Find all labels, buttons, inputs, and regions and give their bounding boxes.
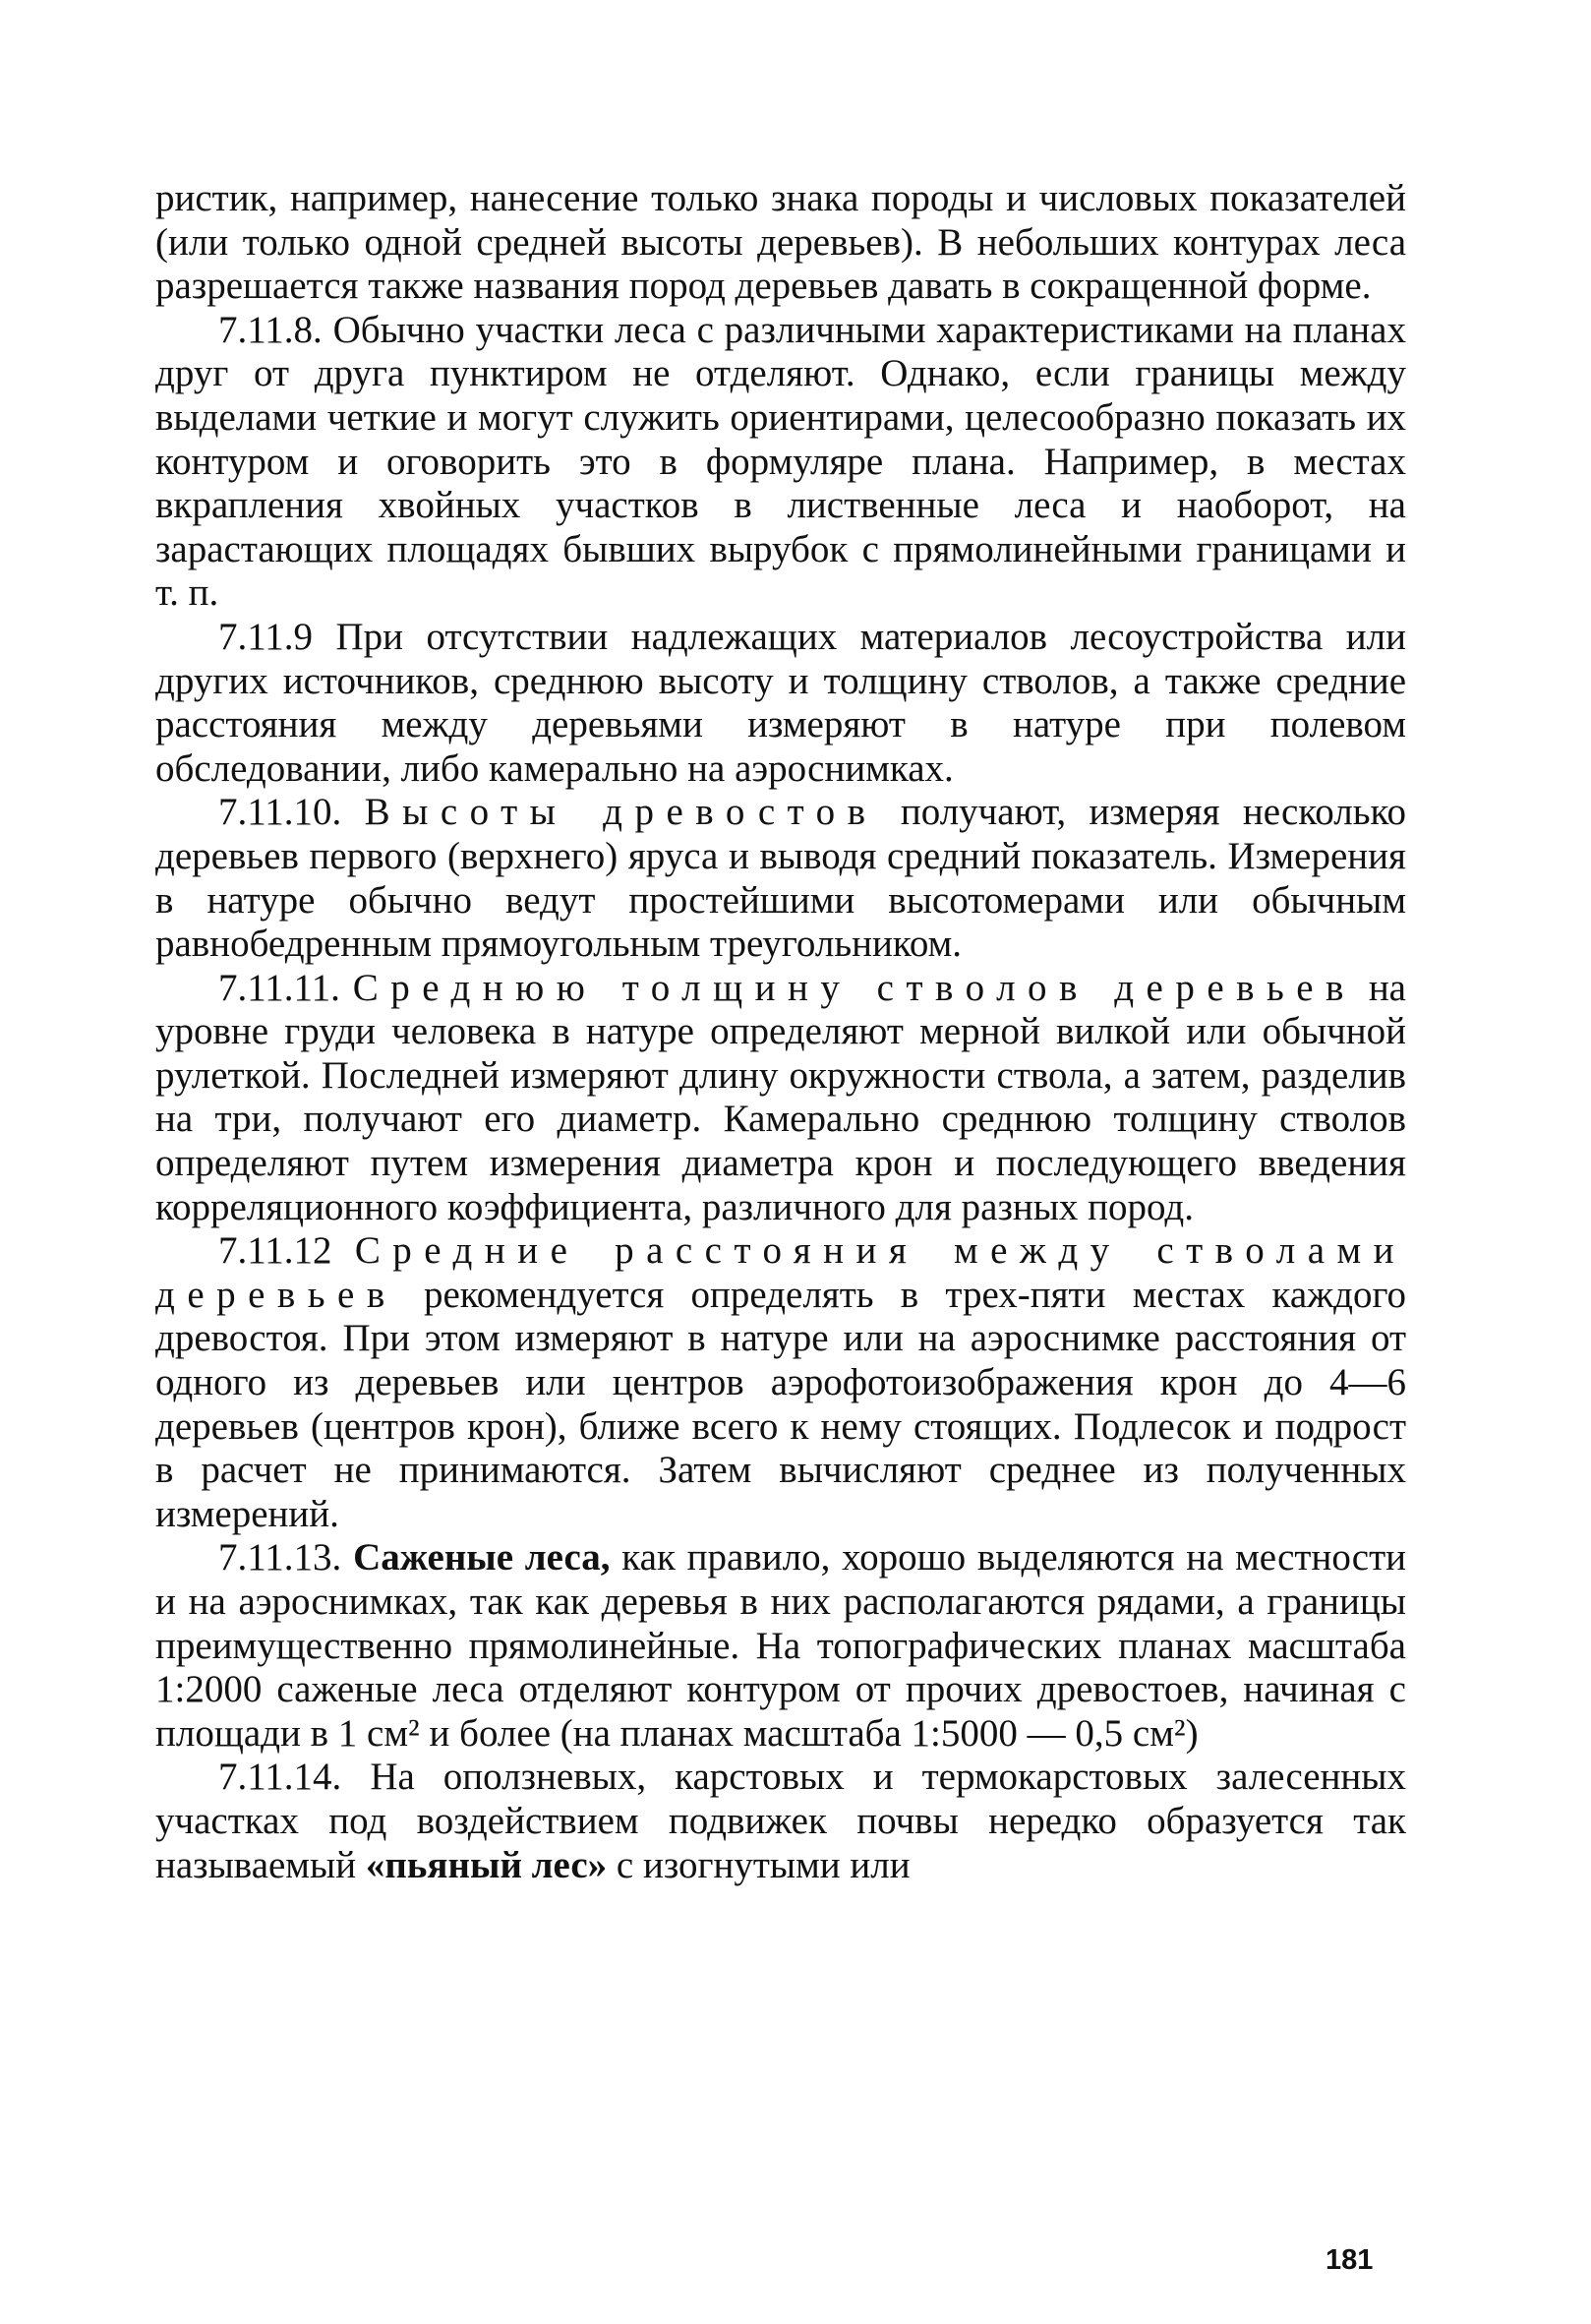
section-number: 7.11.14. — [218, 1756, 342, 1799]
spaced-term: Средние расстояния между стволами деревьев — [155, 1229, 1407, 1316]
paragraph-7-11-10 — [155, 791, 1406, 966]
paragraph-text: На оползневых, карстовых и термокарстовых залесенных участках под воздействием подвижек почвы нередко образуется так называемый — [155, 1756, 1407, 1886]
paragraph-text: получают, измеряя несколько деревьев первого (верхнего) яруса и выводя средний показатель. Измерения в натуре обычно ведут простейшими высотомерами или обычным равнобедренным прямоугольным треугольником. — [155, 791, 1407, 966]
spaced-term: Высоты древостов — [364, 791, 878, 834]
section-number: 7.11.10. — [218, 791, 342, 834]
paragraph-7-11-8 — [155, 309, 1406, 616]
paragraph-text: Обычно участки леса с различными характеристиками на планах друг от друга пунктиром не отделяют. Однако, если границы между выделами четкие и могут служить ориентирами, целесообразно показать их контуром и оговорить это в формуляре плана. Например, в местах вкрапления хвойных участков в лиственные леса и наоборот, на зарастающих площадях бывших вырубок с прямолинейными границами и т. п. — [155, 308, 1406, 615]
paragraph-7-11-12 — [155, 1229, 1406, 1536]
page-text — [155, 177, 1406, 1887]
section-number: 7.11.13. — [218, 1536, 342, 1579]
section-number: 7.11.12 — [218, 1229, 332, 1273]
section-number: 7.11.8. — [218, 308, 323, 351]
paragraph-text-end: с изогнутыми или — [616, 1843, 911, 1886]
paragraph-text: на уровне груди человека в натуре определяют мерной вилкой или обычной рулеткой. Последней измеряют длину окружности ствола, а затем, разделив на три, получают его диаметр. Камерально среднюю толщину стволов определяют путем измерения диаметра крон и последующего введения корреляционного коэффициента, различного для разных пород. — [155, 966, 1406, 1228]
section-number: 7.11.9 — [218, 615, 314, 658]
paragraph-text: ристик, например, нанесение только знака породы и числовых показателей (или только одной средней высоты деревьев). В небольших контурах леса разрешается также названия пород деревьев давать в сокращенной форме. — [155, 177, 1406, 308]
paragraph-7-11-14 — [155, 1756, 1406, 1887]
paragraph-text: рекомендуется определять в трех-пяти местах каждого древостоя. При этом измеряют в натуре или на аэроснимке расстояния от одного из деревьев или центров аэрофотоизображения крон до 4—6 деревьев (центров крон), ближе всего к нему стоящих. Подлесок и подрост в расчет не принимаются. Затем вычисляют среднее из полученных измерений. — [155, 1273, 1407, 1535]
page-number: 181 — [1326, 2244, 1374, 2276]
paragraph-continuation — [155, 177, 1406, 309]
paragraph-7-11-11 — [155, 967, 1406, 1230]
bold-term: Саженые леса, — [353, 1536, 611, 1579]
paragraph-7-11-9 — [155, 616, 1406, 791]
paragraph-7-11-13 — [155, 1536, 1406, 1756]
paragraph-text: как правило, хорошо выделяются на местности и на аэроснимках, так как деревья в них располагаются рядами, а границы преимущественно прямолинейные. На топографических планах масштаба 1:2000 саженые леса отделяют контуром от прочих древостоев, начиная с площади в 1 см² и более (на планах масштаба 1:5000 — 0,5 см²) — [155, 1536, 1407, 1755]
section-number: 7.11.11. — [218, 966, 340, 1009]
bold-term: «пьяный лес» — [365, 1843, 608, 1886]
spaced-term: Среднюю толщину стволов деревьев — [352, 966, 1356, 1009]
paragraph-text: При отсутствии надлежащих материалов лесоустройства или других источников, среднюю высоту и толщину стволов, а также средние расстояния между деревьями измеряют в натуре при полевом обследовании, либо камерально на аэроснимках. — [155, 615, 1406, 790]
